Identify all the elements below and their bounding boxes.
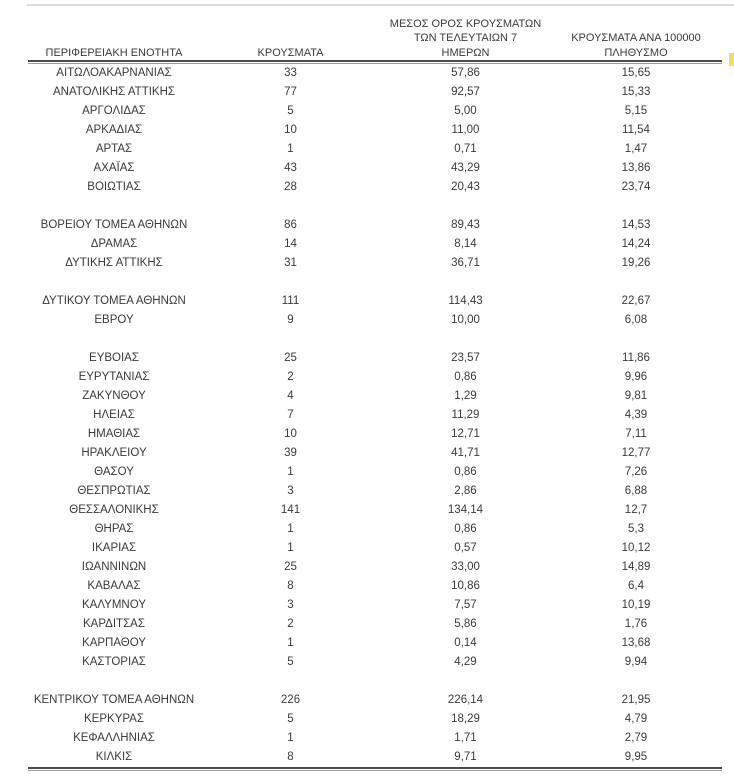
cell-7day-average: 0,86 <box>454 466 477 478</box>
cell-cases: 226 <box>280 694 301 706</box>
cell-cases-per-100000: 10,19 <box>621 599 651 611</box>
table-row <box>28 387 722 406</box>
table-row <box>28 406 722 425</box>
cell-cases: 77 <box>284 86 297 98</box>
table-row <box>28 577 722 596</box>
cell-cases-per-100000: 13,68 <box>621 637 651 649</box>
table-row <box>28 121 722 140</box>
table-row <box>28 501 722 520</box>
column-header-label-line: ΠΛΗΘΥΣΜΟ <box>604 46 668 59</box>
cell-regional-unit: ΘΕΣΣΑΛΟΝΙΚΗΣ <box>69 504 159 516</box>
cell-7day-average: 114,43 <box>448 295 483 307</box>
table-spacer-row <box>28 330 722 349</box>
cell-7day-average: 0,57 <box>454 542 477 554</box>
cell-7day-average: 11,00 <box>451 124 480 136</box>
cell-7day-average: 5,00 <box>454 105 477 117</box>
cell-7day-average: 57,86 <box>451 67 480 79</box>
table-header <box>28 12 722 60</box>
cell-7day-average: 18,29 <box>451 713 480 725</box>
table-spacer-row <box>28 197 722 216</box>
cell-cases: 28 <box>284 181 297 193</box>
cell-cases: 2 <box>287 371 294 383</box>
cell-regional-unit: ΒΟΙΩΤΙΑΣ <box>87 181 141 193</box>
cell-7day-average: 0,86 <box>454 371 477 383</box>
cell-cases: 86 <box>284 219 297 231</box>
cell-7day-average: 10,86 <box>451 580 480 592</box>
cell-7day-average: 23,57 <box>451 352 480 364</box>
cell-cases-per-100000: 4,79 <box>624 713 648 725</box>
table-row <box>28 729 722 748</box>
table-spacer-row <box>28 672 722 691</box>
table-row <box>28 311 722 330</box>
column-header-label-line: ΜΕΣΟΣ ΟΡΟΣ ΚΡΟΥΣΜΑΤΩΝ <box>389 17 542 30</box>
column-header-label: ΚΡΟΥΣΜΑΤΑ <box>257 46 324 59</box>
table-row <box>28 691 722 710</box>
cell-regional-unit: ΚΑΛΥΜΝΟΥ <box>82 599 146 611</box>
table-row <box>28 596 722 615</box>
cell-cases-per-100000: 14,24 <box>621 238 651 250</box>
cell-cases: 1 <box>287 637 294 649</box>
cell-cases-per-100000: 2,79 <box>624 732 648 744</box>
cell-cases-per-100000: 5,3 <box>628 523 644 535</box>
cell-regional-unit: ΚΕΝΤΡΙΚΟΥ ΤΟΜΕΑ ΑΘΗΝΩΝ <box>33 694 195 706</box>
cell-cases-per-100000: 15,33 <box>621 86 651 98</box>
table-row <box>28 83 722 102</box>
cell-regional-unit: ΑΡΤΑΣ <box>95 143 133 155</box>
cell-cases: 39 <box>284 447 297 459</box>
table-row <box>28 254 722 273</box>
cell-cases-per-100000: 22,67 <box>621 295 651 307</box>
cell-regional-unit: ΔΥΤΙΚΗΣ ΑΤΤΙΚΗΣ <box>65 257 163 269</box>
cell-regional-unit: ΗΜΑΘΙΑΣ <box>87 428 141 440</box>
cell-7day-average: 0,14 <box>454 637 477 649</box>
cell-7day-average: 134,14 <box>447 504 484 516</box>
cell-cases: 25 <box>284 561 297 573</box>
table-row <box>28 64 722 83</box>
cell-cases-per-100000: 9,95 <box>624 751 648 763</box>
table-row <box>28 216 722 235</box>
cell-7day-average: 10,00 <box>451 314 480 326</box>
cell-7day-average: 1,71 <box>454 732 477 744</box>
cell-cases: 10 <box>284 428 297 440</box>
cell-7day-average: 4,29 <box>454 656 477 668</box>
cell-cases-per-100000: 4,39 <box>624 409 648 421</box>
table-row <box>28 292 722 311</box>
table-row <box>28 634 722 653</box>
cell-7day-average: 226,14 <box>447 694 484 706</box>
table-row <box>28 178 722 197</box>
cell-cases-per-100000: 12,7 <box>624 504 648 516</box>
cell-cases: 14 <box>284 238 297 250</box>
cell-cases: 1 <box>287 466 294 478</box>
table-row <box>28 463 722 482</box>
cell-cases-per-100000: 13,86 <box>621 162 651 174</box>
cell-cases: 3 <box>287 485 294 497</box>
cell-cases-per-100000: 19,26 <box>621 257 651 269</box>
cell-cases: 25 <box>284 352 297 364</box>
cell-regional-unit: ΑΡΓΟΛΙΔΑΣ <box>82 105 146 117</box>
cell-7day-average: 7,57 <box>454 599 477 611</box>
column-header-cases-per-100000 <box>550 31 722 60</box>
cell-regional-unit: ΚΕΡΚΥΡΑΣ <box>84 713 144 725</box>
cell-regional-unit: ΚΑΡΠΑΘΟΥ <box>82 637 146 649</box>
cell-regional-unit: ΗΛΕΙΑΣ <box>93 409 135 421</box>
table-spacer-row <box>28 273 722 292</box>
cell-7day-average: 0,86 <box>454 523 477 535</box>
cell-regional-unit: ΔΡΑΜΑΣ <box>90 238 138 250</box>
table-row <box>28 425 722 444</box>
cell-regional-unit: ΚΑΡΔΙΤΣΑΣ <box>83 618 145 630</box>
cell-cases-per-100000: 14,89 <box>621 561 651 573</box>
cell-cases-per-100000: 23,74 <box>621 181 651 193</box>
cell-regional-unit: ΕΒΡΟΥ <box>94 314 134 326</box>
table-row <box>28 615 722 634</box>
table-row <box>28 368 722 387</box>
cell-7day-average: 8,14 <box>454 238 477 250</box>
cell-regional-unit: ΘΕΣΠΡΩΤΙΑΣ <box>77 485 151 497</box>
table-row <box>28 558 722 577</box>
column-header-7day-average <box>381 17 550 61</box>
table-row <box>28 748 722 767</box>
cell-7day-average: 89,43 <box>451 219 480 231</box>
cell-cases: 9 <box>287 314 294 326</box>
cell-cases: 3 <box>287 599 294 611</box>
cell-cases: 1 <box>287 542 294 554</box>
cell-cases-per-100000: 11,54 <box>622 124 650 136</box>
table-row <box>28 140 722 159</box>
cell-cases-per-100000: 6,08 <box>624 314 648 326</box>
cell-cases: 7 <box>287 409 294 421</box>
column-header-label-line: ΗΜΕΡΩΝ <box>441 46 490 59</box>
top-divider <box>27 4 734 6</box>
cell-cases: 8 <box>287 580 294 592</box>
cell-cases: 31 <box>284 257 297 269</box>
table-row <box>28 349 722 368</box>
cell-regional-unit: ΒΟΡΕΙΟΥ ΤΟΜΕΑ ΑΘΗΝΩΝ <box>40 219 188 231</box>
highlight-mark <box>729 53 734 66</box>
cell-7day-average: 33,00 <box>451 561 480 573</box>
cell-regional-unit: ΚΑΣΤΟΡΙΑΣ <box>82 656 146 668</box>
cell-cases-per-100000: 1,76 <box>624 618 648 630</box>
cell-regional-unit: ΚΕΦΑΛΛΗΝΙΑΣ <box>73 732 155 744</box>
cell-cases-per-100000: 9,96 <box>624 371 648 383</box>
cell-7day-average: 11,29 <box>451 409 480 421</box>
cell-cases-per-100000: 11,86 <box>622 352 650 364</box>
table-row <box>28 653 722 672</box>
table-row <box>28 482 722 501</box>
cell-cases: 141 <box>280 504 301 516</box>
cell-cases: 33 <box>284 67 297 79</box>
cell-7day-average: 43,29 <box>451 162 480 174</box>
cell-cases: 4 <box>287 390 294 402</box>
cell-cases: 2 <box>287 618 294 630</box>
cell-cases: 5 <box>287 656 294 668</box>
cell-regional-unit: ΑΙΤΩΛΟΑΚΑΡΝΑΝΙΑΣ <box>56 67 172 79</box>
cell-cases-per-100000: 14,53 <box>621 219 651 231</box>
table-row <box>28 539 722 558</box>
table-row <box>28 520 722 539</box>
cell-cases-per-100000: 5,15 <box>624 105 648 117</box>
cell-regional-unit: ΗΡΑΚΛΕΙΟΥ <box>81 447 147 459</box>
cell-cases: 5 <box>287 105 294 117</box>
cell-7day-average: 36,71 <box>451 257 480 269</box>
column-header-label: ΠΕΡΙΦΕΡΕΙΑΚΗ ΕΝΟΤΗΤΑ <box>45 46 183 59</box>
table-row <box>28 710 722 729</box>
cell-cases-per-100000: 7,11 <box>625 428 647 440</box>
cell-cases-per-100000: 1,47 <box>624 143 648 155</box>
cell-cases: 5 <box>287 713 294 725</box>
cell-regional-unit: ΙΚΑΡΙΑΣ <box>91 542 137 554</box>
cell-7day-average: 2,86 <box>454 485 477 497</box>
table-row <box>28 159 722 178</box>
cell-regional-unit: ΘΗΡΑΣ <box>94 523 134 535</box>
cell-regional-unit: ΖΑΚΥΝΘΟΥ <box>82 390 146 402</box>
cell-7day-average: 1,29 <box>454 390 477 402</box>
table-row <box>28 235 722 254</box>
cell-7day-average: 9,71 <box>454 751 477 763</box>
cell-cases: 1 <box>287 732 294 744</box>
cell-cases: 111 <box>281 295 300 307</box>
cell-regional-unit: ΚΑΒΑΛΑΣ <box>87 580 141 592</box>
cell-cases-per-100000: 10,12 <box>621 542 651 554</box>
cell-cases-per-100000: 12,77 <box>621 447 651 459</box>
column-header-label-line: ΚΡΟΥΣΜΑΤΑ ΑΝΑ 100000 <box>571 32 701 44</box>
cell-7day-average: 92,57 <box>451 86 480 98</box>
column-header-cases <box>200 46 381 61</box>
cell-cases-per-100000: 9,94 <box>624 656 648 668</box>
table-body <box>28 64 722 767</box>
bottom-rule <box>28 767 722 771</box>
cell-7day-average: 5,86 <box>454 618 477 630</box>
cell-cases-per-100000: 6,4 <box>628 580 644 592</box>
cell-7day-average: 0,71 <box>454 143 477 155</box>
cell-regional-unit: ΙΩΑΝΝΙΝΩΝ <box>81 561 147 573</box>
column-header-regional-unit <box>28 46 200 61</box>
table-row <box>28 444 722 463</box>
cell-7day-average: 20,43 <box>451 181 480 193</box>
cell-regional-unit: ΑΡΚΑΔΙΑΣ <box>85 124 143 136</box>
cell-regional-unit: ΘΑΣΟΥ <box>94 466 134 478</box>
column-header-label-line: ΤΩΝ ΤΕΛΕΥΤΑΙΩΝ 7 <box>413 32 518 44</box>
cell-regional-unit: ΑΧΑΪΑΣ <box>93 162 135 174</box>
cell-cases: 43 <box>284 162 297 174</box>
cell-cases-per-100000: 7,26 <box>624 466 648 478</box>
cell-cases-per-100000: 21,95 <box>621 694 651 706</box>
cell-7day-average: 41,71 <box>451 447 480 459</box>
cell-regional-unit: ΚΙΛΚΙΣ <box>95 751 133 763</box>
cell-cases: 1 <box>287 143 294 155</box>
cell-cases-per-100000: 9,81 <box>624 390 648 402</box>
cell-7day-average: 12,71 <box>451 428 480 440</box>
cell-regional-unit: ΕΥΡΥΤΑΝΙΑΣ <box>78 371 150 383</box>
cell-regional-unit: ΑΝΑΤΟΛΙΚΗΣ ΑΤΤΙΚΗΣ <box>52 86 175 98</box>
cell-regional-unit: ΕΥΒΟΙΑΣ <box>89 352 139 364</box>
cell-regional-unit: ΔΥΤΙΚΟΥ ΤΟΜΕΑ ΑΘΗΝΩΝ <box>42 295 186 307</box>
cell-cases: 8 <box>287 751 294 763</box>
cell-cases-per-100000: 15,65 <box>621 67 651 79</box>
cell-cases-per-100000: 6,88 <box>624 485 648 497</box>
cell-cases: 10 <box>284 124 297 136</box>
cell-cases: 1 <box>287 523 294 535</box>
table-row <box>28 102 722 121</box>
